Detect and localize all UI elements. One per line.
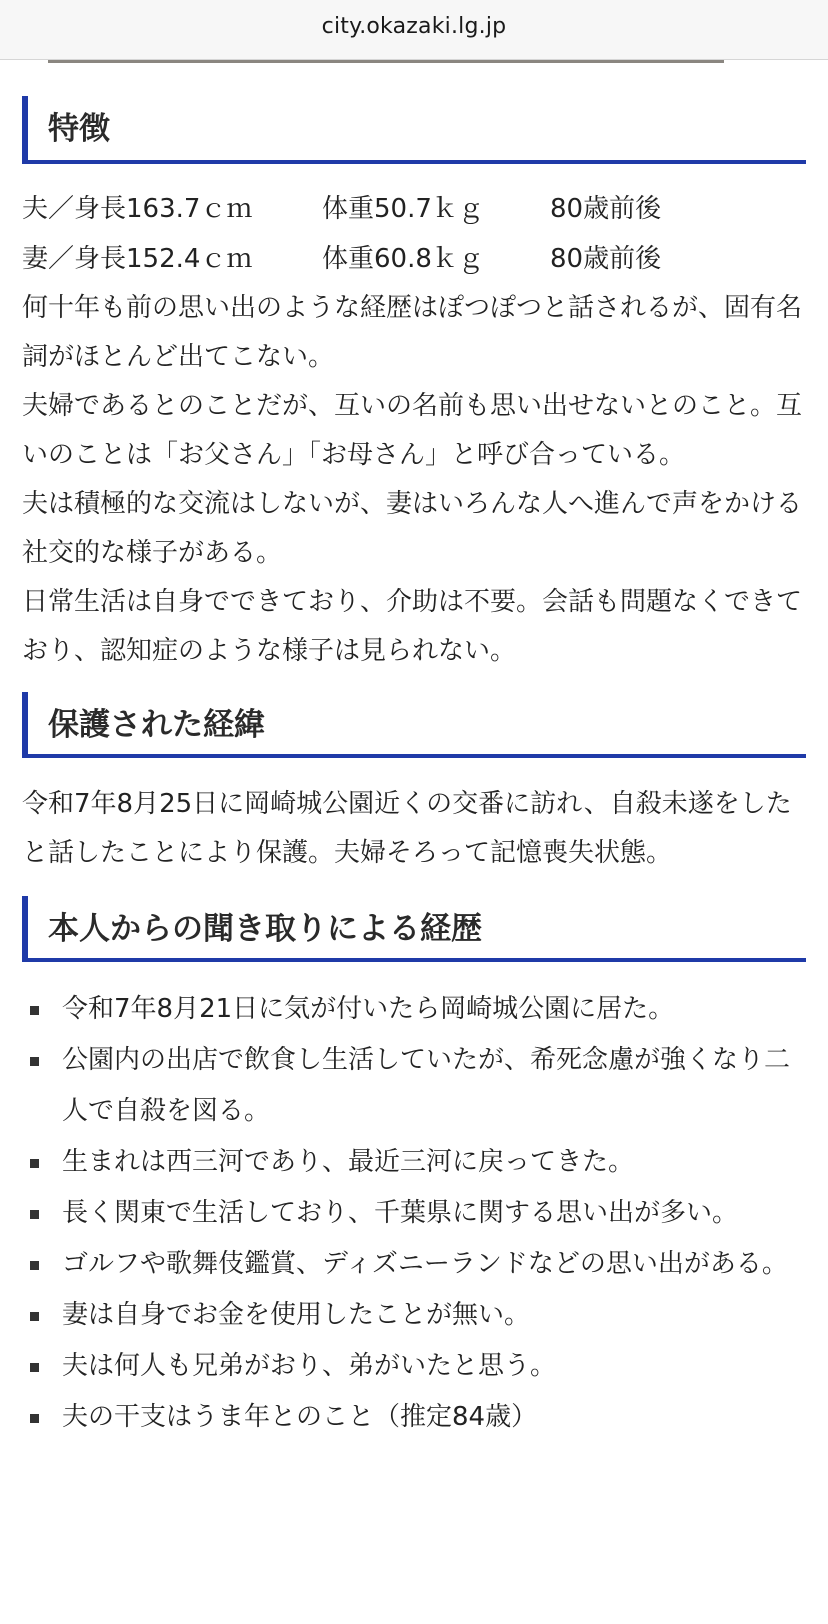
page-content [0, 96, 828, 1443]
list-item [22, 1341, 806, 1392]
list-item-text: 生まれは西三河であり、最近三河に戻ってきた。 [62, 1147, 635, 1177]
list-item-text: 妻は自身でお金を使用したことが無い。 [62, 1300, 531, 1330]
list-item [22, 1035, 806, 1137]
image-bottom-edge [48, 60, 724, 63]
url-text[interactable]: city.okazaki.lg.jp [321, 14, 507, 39]
list-item-text: 長く関東で生活しており、千葉県に関する思い出が多い。 [62, 1198, 739, 1228]
square-bullet-icon [30, 1006, 39, 1015]
list-item [22, 1188, 806, 1239]
stat-row-husband [22, 184, 806, 234]
circumstances-text: 令和7年8月25日に岡崎城公園近くの交番に訪れ、自殺未遂をしたと話したことにより保護。夫婦そろって記憶喪失状態。 [22, 789, 792, 868]
list-item [22, 984, 806, 1035]
feature-paragraph-names: 夫婦であるとのことだが、互いの名前も思い出せないとのこと。互いのことは「お父さん」「お母さん」と呼び合っている。 [22, 391, 803, 470]
history-list [22, 984, 806, 1443]
square-bullet-icon [30, 1414, 39, 1423]
square-bullet-icon [30, 1210, 39, 1219]
list-item-text: ゴルフや歌舞伎鑑賞、ディズニーランドなどの思い出がある。 [62, 1249, 788, 1279]
wife-height: 妻／身長152.4ｃｍ [22, 244, 253, 274]
square-bullet-icon [30, 1261, 39, 1270]
list-item-text: 公園内の出店で飲食し生活していたが、希死念慮が強くなり二人で自殺を図る。 [62, 1045, 791, 1126]
feature-paragraph-daily-life: 日常生活は自身でできており、介助は不要。会話も問題なくできており、認知症のような様子は見られない。 [22, 587, 803, 666]
section-heading-history: 本人からの聞き取りによる経歴 [22, 896, 806, 962]
square-bullet-icon [30, 1057, 39, 1066]
wife-age: 80歳前後 [550, 244, 662, 274]
list-item [22, 1290, 806, 1341]
husband-age: 80歳前後 [550, 194, 662, 224]
list-item-text: 夫は何人も兄弟がおり、弟がいたと思う。 [62, 1351, 557, 1381]
stat-row-wife [22, 234, 806, 284]
section-heading-features: 特徴 [22, 96, 806, 164]
square-bullet-icon [30, 1363, 39, 1372]
feature-paragraph-social: 夫は積極的な交流はしないが、妻はいろんな人へ進んで声をかける社交的な様子がある。 [22, 489, 803, 568]
section-heading-circumstances: 保護された経緯 [22, 692, 806, 758]
list-item-text: 令和7年8月21日に気が付いたら岡崎城公園に居た。 [62, 994, 675, 1024]
list-item [22, 1137, 806, 1188]
square-bullet-icon [30, 1312, 39, 1321]
feature-paragraph-memory: 何十年も前の思い出のような経歴はぽつぽつと話されるが、固有名詞がほとんど出てこない。 [22, 293, 803, 372]
husband-weight: 体重50.7ｋｇ [322, 194, 484, 224]
husband-height: 夫／身長163.7ｃｍ [22, 194, 253, 224]
list-item [22, 1239, 806, 1290]
list-item-text: 夫の干支はうま年とのこと（推定84歳） [62, 1402, 538, 1432]
list-item [22, 1392, 806, 1443]
body-stats [22, 184, 806, 284]
square-bullet-icon [30, 1159, 39, 1168]
address-bar[interactable] [0, 0, 828, 60]
wife-weight: 体重60.8ｋｇ [322, 244, 484, 274]
